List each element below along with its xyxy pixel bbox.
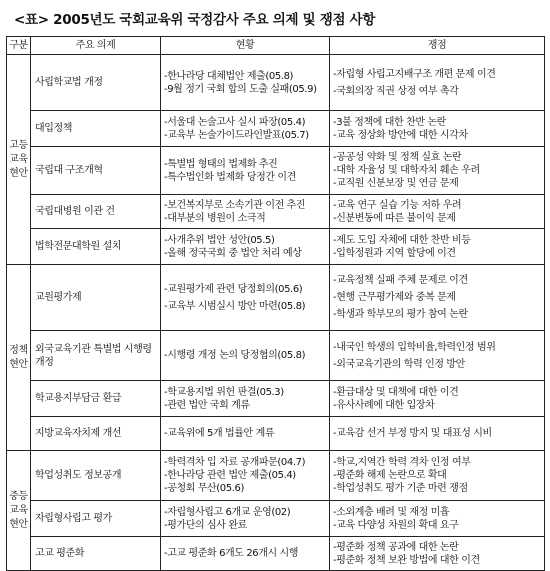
issue-item: -교육 연구 실습 기능 저하 우려 xyxy=(333,199,462,211)
agenda-cell: 국립대병원 이관 건 xyxy=(31,195,161,229)
table-row xyxy=(7,537,545,571)
issue-item: -신분변동에 따른 불이익 문제 xyxy=(333,212,456,224)
status-item: -평가단의 심사 완료 xyxy=(164,519,247,531)
issue-cell xyxy=(330,265,545,331)
issue-item: -입학정원과 지역 할당에 이견 xyxy=(333,247,456,259)
agenda-cell: 대입정책 xyxy=(31,111,161,147)
agenda-cell: 고교 평준화 xyxy=(31,537,161,571)
agenda-cell: 국립대 구조개혁 xyxy=(31,147,161,195)
issue-item: -내국인 학생의 입학비율,학력인정 범위 xyxy=(333,341,496,353)
status-cell xyxy=(161,451,330,501)
header-row xyxy=(7,37,545,55)
issue-item: -대학 자율성 및 대학자치 훼손 우려 xyxy=(333,165,480,176)
issue-cell xyxy=(330,501,545,537)
table-row xyxy=(7,55,545,111)
header-agenda: 주요 의제 xyxy=(31,37,161,55)
status-item: -특별법 형태의 법제화 추진 xyxy=(164,158,278,170)
issue-item: -평준화 정책 공과에 대한 논란 xyxy=(333,541,459,553)
header-issues: 쟁점 xyxy=(330,37,545,55)
issue-item: -외국교육기관의 학력 인정 방안 xyxy=(333,358,465,370)
issue-cell xyxy=(330,55,545,111)
status-cell xyxy=(161,331,330,381)
agenda-cell: 법학전문대학원 설치 xyxy=(31,229,161,265)
agenda-cell: 사립학교법 개정 xyxy=(31,55,161,111)
status-cell xyxy=(161,501,330,537)
agenda-cell: 지방교육자치제 개선 xyxy=(31,417,161,451)
table-row xyxy=(7,451,545,501)
issue-item: -제도 도입 자체에 대한 찬반 비등 xyxy=(333,234,471,246)
table-row xyxy=(7,111,545,147)
issue-cell xyxy=(330,229,545,265)
issue-item: -학업성취도 평가 기준 마련 쟁점 xyxy=(333,483,468,494)
issue-item: -자립형 사립고지배구조 개편 문제 이견 xyxy=(333,68,496,80)
status-item: -교육부 논술가이드라인발표(05.7) xyxy=(164,129,309,141)
table-row xyxy=(7,229,545,265)
status-item: -학교용지법 위헌 판결(05.3) xyxy=(164,386,284,398)
status-cell xyxy=(161,537,330,571)
issue-item: -유사사례에 대한 입장차 xyxy=(333,399,435,411)
table-row xyxy=(7,417,545,451)
agenda-cell: 학업성취도 정보공개 xyxy=(31,451,161,501)
status-cell xyxy=(161,111,330,147)
status-cell xyxy=(161,265,330,331)
issue-cell xyxy=(330,537,545,571)
status-item: -관련 법안 국회 계류 xyxy=(164,399,250,411)
status-item: -교원평가제 관련 당정회의(05.6) xyxy=(164,283,303,295)
table-row xyxy=(7,195,545,229)
agenda-cell: 자립형사립고 평가 xyxy=(31,501,161,537)
issue-cell xyxy=(330,451,545,501)
status-item: -보건복지부로 소속기관 이전 추진 xyxy=(164,199,306,211)
table-row xyxy=(7,331,545,381)
status-item: -자립형사립고 6개교 운영(02) xyxy=(164,506,291,518)
issue-item: -국회의장 직권 상정 여부 촉각 xyxy=(333,85,459,97)
issue-cell xyxy=(330,381,545,417)
agenda-cell: 교원평가제 xyxy=(31,265,161,331)
status-item: -사개추위 법안 성안(05.5) xyxy=(164,234,275,246)
issue-cell xyxy=(330,195,545,229)
issue-item: -학생과 학부모의 평가 참여 논란 xyxy=(333,309,468,320)
header-status: 현황 xyxy=(161,37,330,55)
table-row xyxy=(7,501,545,537)
table-row xyxy=(7,147,545,195)
issue-item: -평준화 해제 논란으로 확대 xyxy=(333,470,447,481)
issue-item: -교육 정상화 방안에 대한 시각차 xyxy=(333,129,468,141)
issue-item: -교직원 신분보장 및 연금 문제 xyxy=(333,178,459,189)
status-item: -서울대 논술고사 실시 파장(05.4) xyxy=(164,116,306,128)
status-item: -학력격차 입 자료 공개파문(04.7) xyxy=(164,457,306,468)
issue-item: -현행 근무평가제와 중복 문제 xyxy=(333,292,456,303)
issue-item: -3불 정책에 대한 찬반 논란 xyxy=(333,116,446,128)
status-cell xyxy=(161,229,330,265)
status-item: -올해 정국국회 중 법안 처리 예상 xyxy=(164,247,302,259)
issue-cell xyxy=(330,331,545,381)
status-item: -공청회 무산(05.6) xyxy=(164,483,244,494)
issue-item: -공공성 약화 및 정책 실효 논란 xyxy=(333,152,462,163)
issue-cell xyxy=(330,417,545,451)
issue-item: -환급대상 및 대책에 대한 이견 xyxy=(333,386,459,398)
status-item: -대부분의 병원이 소극적 xyxy=(164,212,266,224)
issue-cell xyxy=(330,147,545,195)
agenda-cell: 외국교육기관 특별법 시행령 개정 xyxy=(31,331,161,381)
issue-item: -교육 다양성 차원의 확대 요구 xyxy=(333,519,459,531)
status-cell xyxy=(161,381,330,417)
status-cell xyxy=(161,147,330,195)
issue-item: -교육감 선거 부정 방지 및 대표성 시비 xyxy=(333,428,492,439)
table-row xyxy=(7,381,545,417)
table-title: <표> 2005년도 국회교육위 국정감사 주요 의제 및 쟁점 사항 xyxy=(14,12,376,28)
agenda-cell: 학교용지부담금 환급 xyxy=(31,381,161,417)
issue-item: -학교,지역간 학력 격차 인정 여부 xyxy=(333,457,471,468)
category-secondary-education: 중등교육현안 xyxy=(7,451,31,571)
status-item: -교육부 시범실시 방안 마련(05.8) xyxy=(164,300,306,312)
status-item: -교육위에 5개 법률안 계류 xyxy=(164,428,275,439)
header-category: 구분 xyxy=(7,37,31,55)
status-item: -고교 평준화 6개도 26개시 시행 xyxy=(164,548,299,559)
status-item: -시행령 개정 논의 당정협의(05.8) xyxy=(164,350,306,361)
issue-item: -교육정책 실패 주체 문제로 이견 xyxy=(333,275,468,286)
status-item: -한나라당 관련 법안 제출(05.4) xyxy=(164,470,296,481)
issue-item: -소외계층 배려 및 재정 미흡 xyxy=(333,506,450,518)
issue-cell xyxy=(330,111,545,147)
status-cell xyxy=(161,55,330,111)
status-item: -특수법인화 법제화 당정간 이견 xyxy=(164,171,296,183)
table-row xyxy=(7,265,545,331)
category-higher-education: 고등교육현안 xyxy=(7,55,31,265)
status-cell xyxy=(161,417,330,451)
issues-table xyxy=(6,36,545,571)
status-item: -9월 정기 국회 합의 도출 실패(05.9) xyxy=(164,83,317,95)
issue-item: -평준화 정책 보완 방법에 대한 이견 xyxy=(333,554,480,566)
category-policy: 정책현안 xyxy=(7,265,31,451)
status-cell xyxy=(161,195,330,229)
status-item: -한나라당 대체법안 제출(05.8) xyxy=(164,70,294,82)
